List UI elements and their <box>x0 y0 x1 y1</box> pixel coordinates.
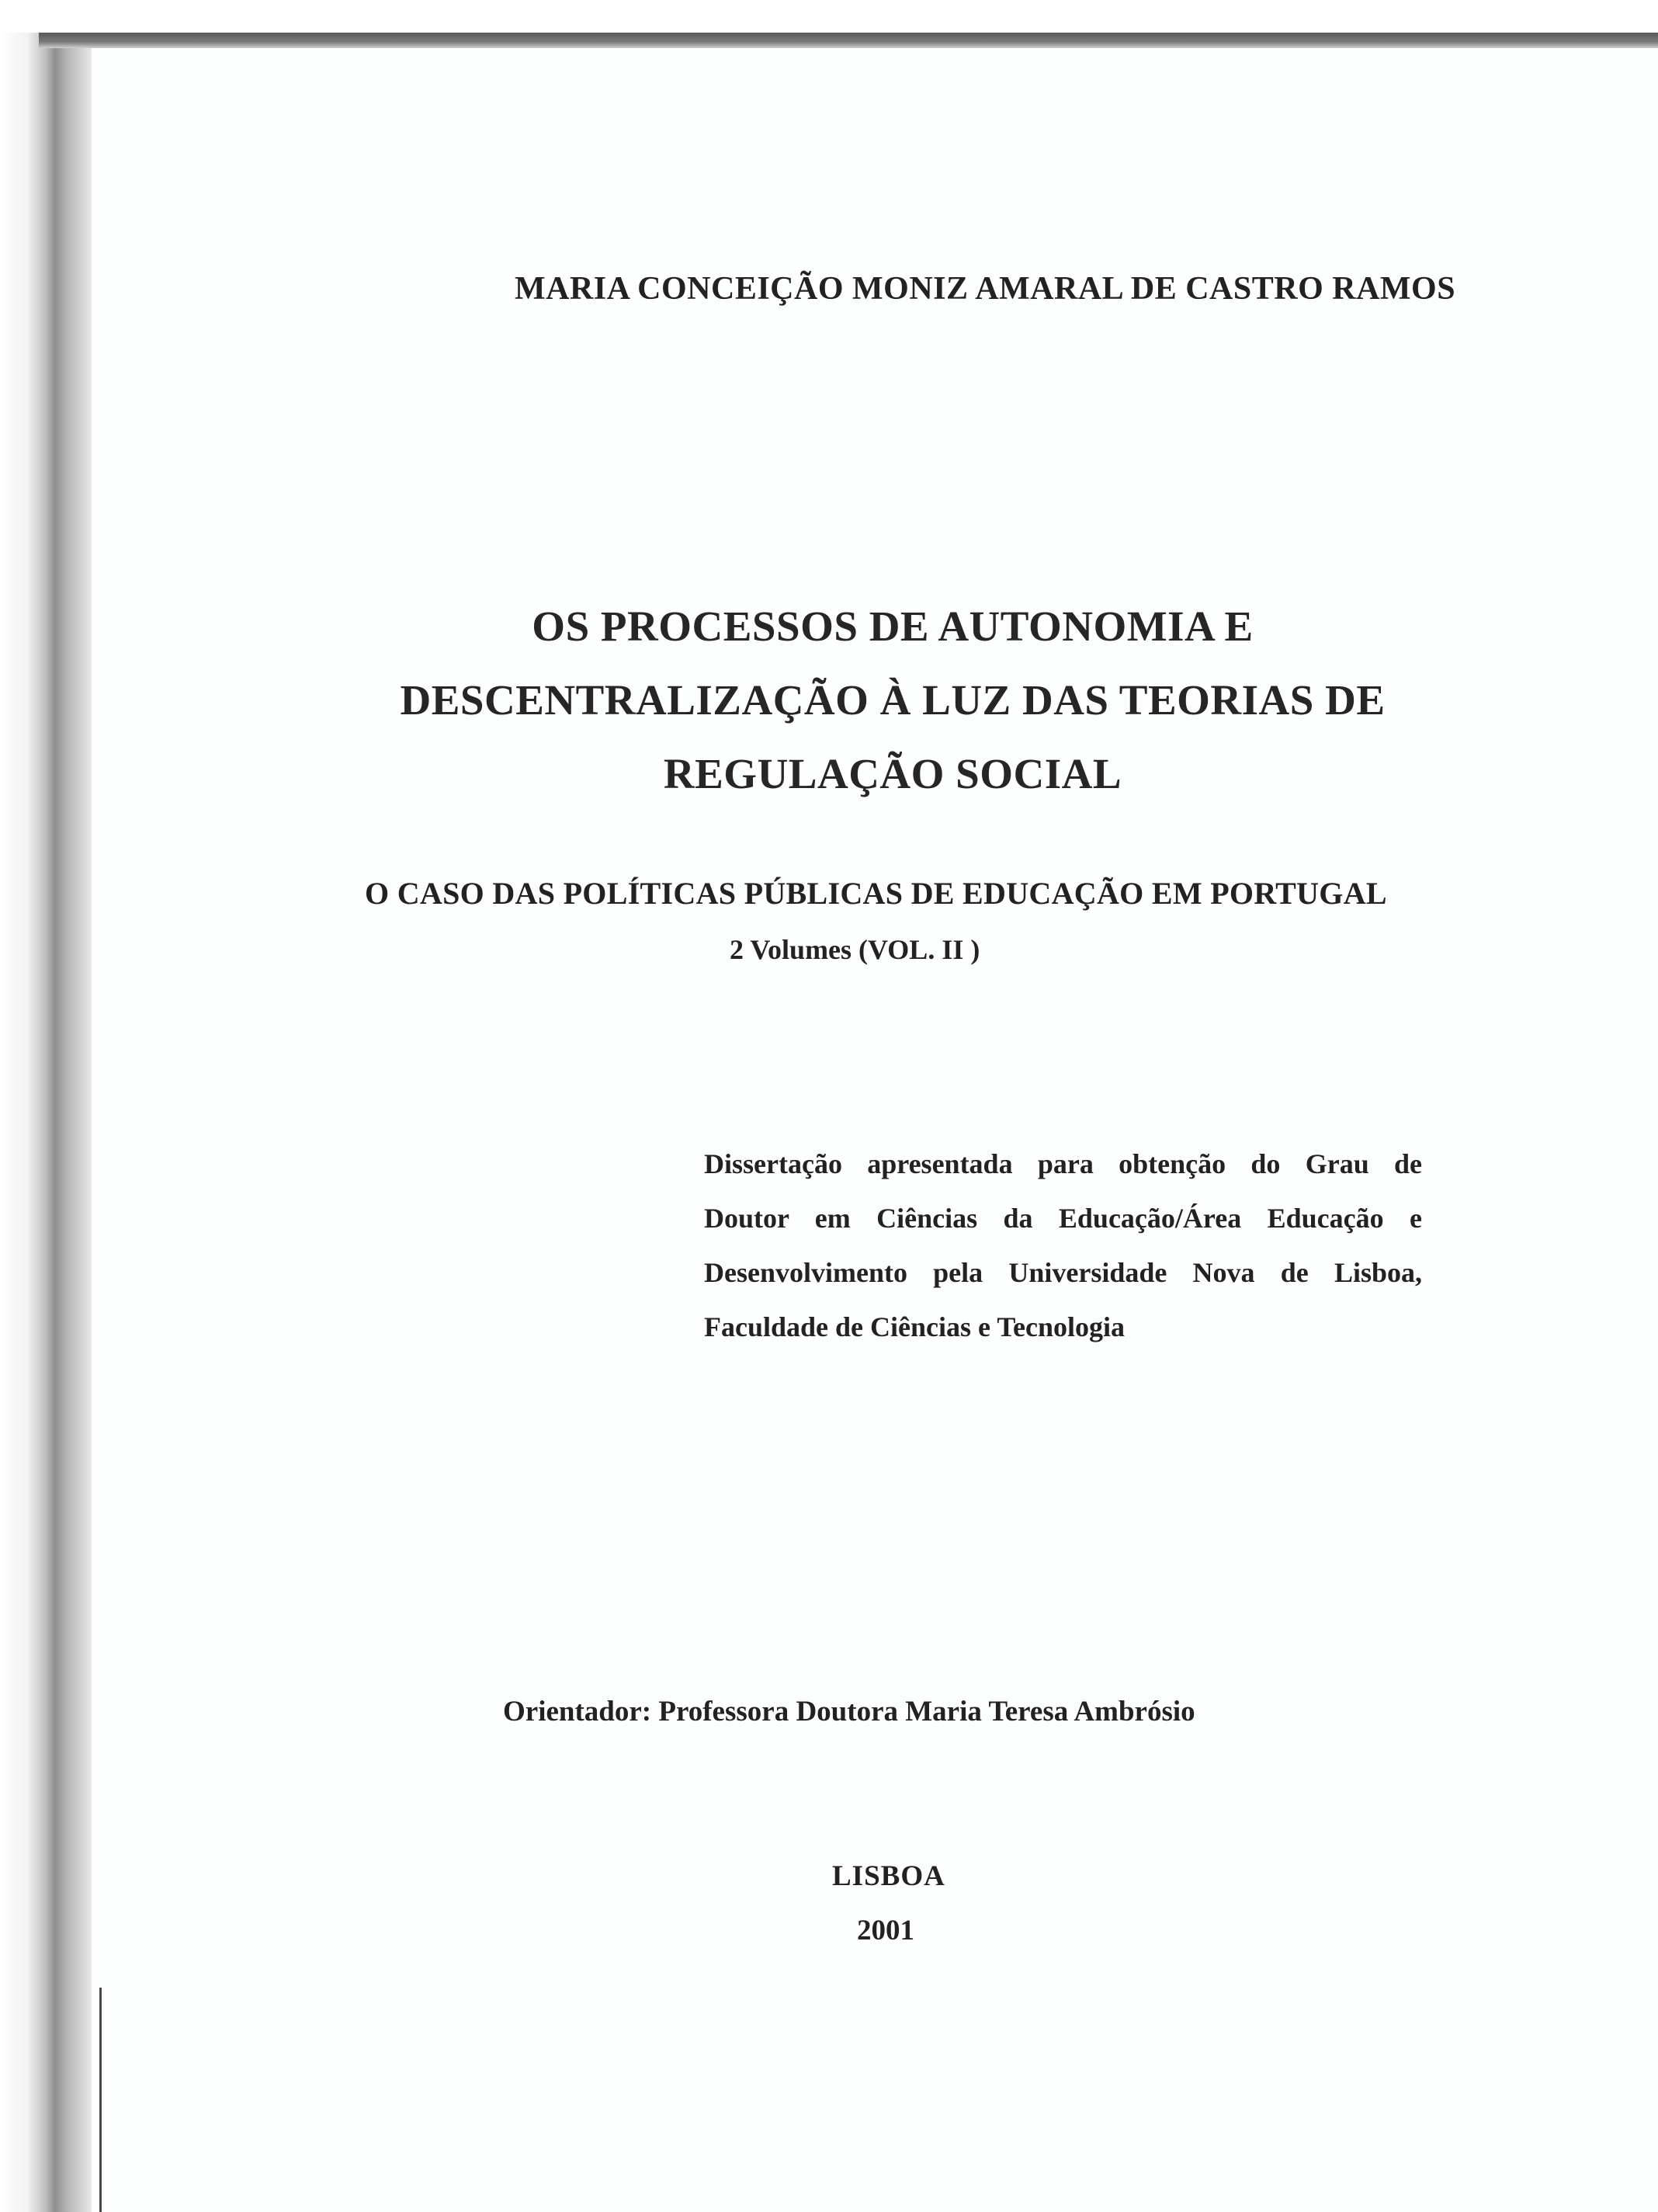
year: 2001 <box>857 1915 914 1946</box>
volume-info: 2 Volumes (VOL. II ) <box>730 934 980 965</box>
author-name: MARIA CONCEIÇÃO MONIZ AMARAL DE CASTRO RAMOS <box>515 271 1456 307</box>
scan-top-edge <box>39 33 1658 48</box>
city: LISBOA <box>832 1860 945 1892</box>
subtitle: O CASO DAS POLÍTICAS PÚBLICAS DE EDUCAÇÃO EM PORTUGAL <box>365 876 1387 911</box>
scan-left-shadow <box>0 33 92 2212</box>
advisor: Orientador: Professora Doutora Maria Teresa Ambrósio <box>503 1696 1195 1728</box>
title-line-3: REGULAÇÃO SOCIAL <box>663 750 1122 797</box>
title-line-2: DESCENTRALIZAÇÃO À LUZ DAS TEORIAS DE <box>400 676 1386 724</box>
scan-left-edge-line <box>99 1988 102 2212</box>
dissertation-line-2: Doutor em Ciências da Educação/Área Educação e <box>704 1203 1422 1234</box>
dissertation-line-3: Desenvolvimento pela Universidade Nova de Lisboa, <box>704 1257 1422 1288</box>
dissertation-line-1: Dissertação apresentada para obtenção do Grau de <box>704 1148 1422 1179</box>
dissertation-line-4: Faculdade de Ciências e Tecnologia <box>704 1311 1126 1342</box>
title-line-1: OS PROCESSOS DE AUTONOMIA E <box>532 602 1254 650</box>
